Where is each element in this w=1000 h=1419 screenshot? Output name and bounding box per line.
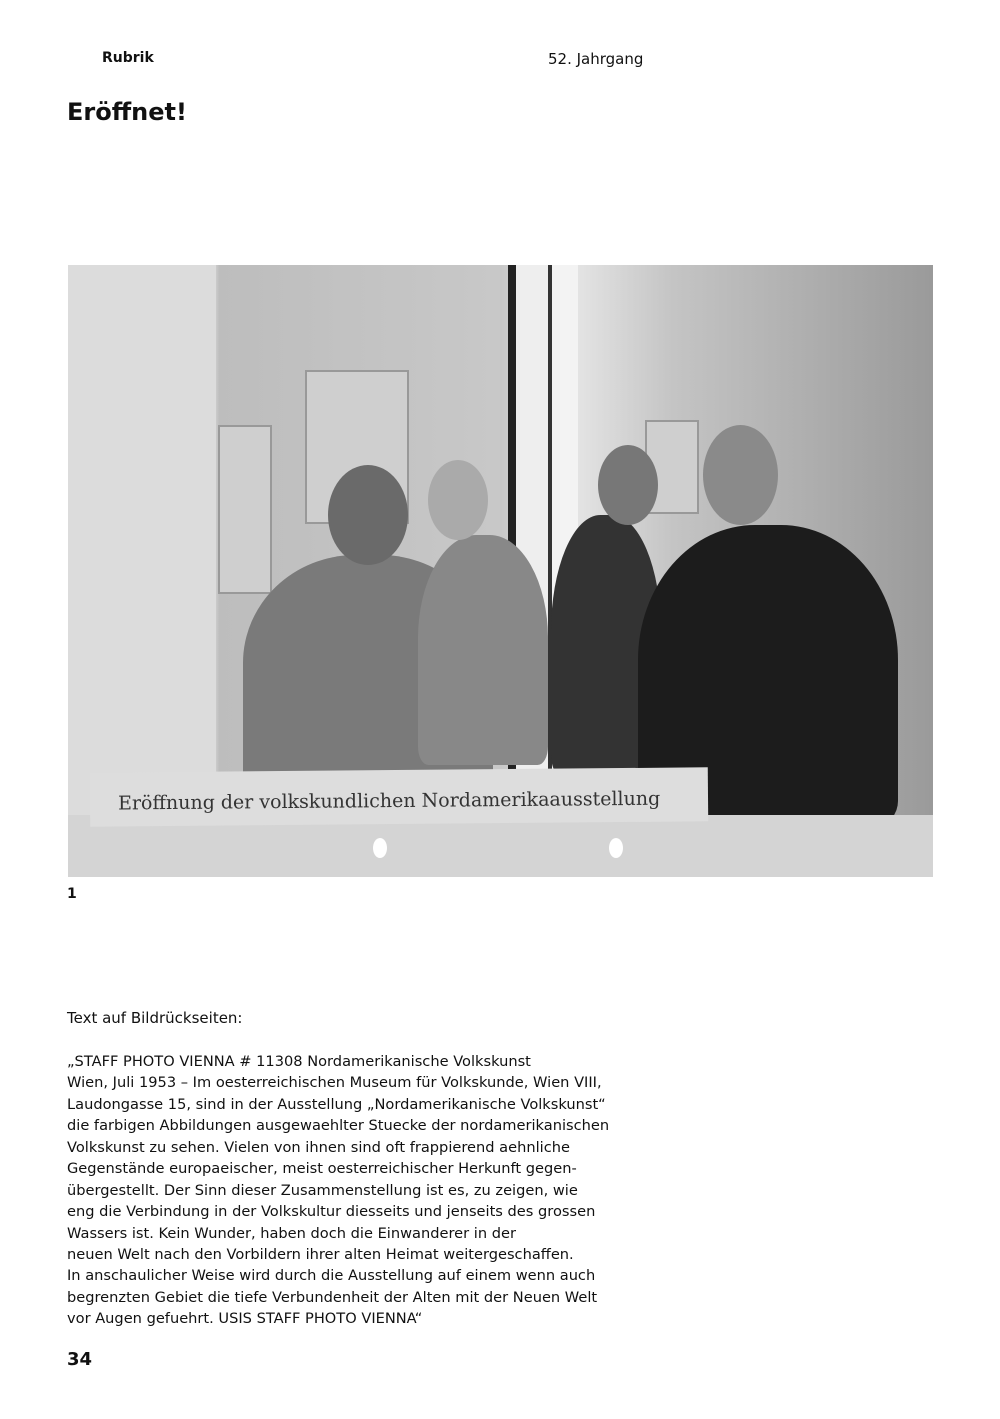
body-line: übergestellt. Der Sinn dieser Zusammenstellung ist es, zu zeigen, wie xyxy=(67,1181,578,1199)
body-line: Wassers ist. Kein Wunder, haben doch die Einwanderer in der xyxy=(67,1224,516,1242)
body-line: vor Augen gefuehrt. USIS STAFF PHOTO VIENNA“ xyxy=(67,1310,423,1328)
body-text xyxy=(67,1051,609,1330)
photo-head xyxy=(428,460,488,540)
figure-number: 1 xyxy=(67,886,77,902)
body-line: eng die Verbindung in der Volkskultur diesseits und jenseits des grossen xyxy=(67,1203,596,1221)
photo-head xyxy=(703,425,778,525)
body-line: die farbigen Abbildungen ausgewaehlter Stuecke der nordamerikanischen xyxy=(67,1117,610,1135)
body-line: Volkskunst zu sehen. Vielen von ihnen sind oft frappierend aehnliche xyxy=(67,1138,570,1156)
photo-head xyxy=(598,445,658,525)
body-line: neuen Welt nach den Vorbildern ihrer alten Heimat weitergeschaffen. xyxy=(67,1245,574,1263)
volume-label: 52. Jahrgang xyxy=(548,50,644,68)
photo-caption-text: Eröffnung der volkskundlichen Nordamerikaausstellung xyxy=(117,787,661,815)
photo-punch-hole xyxy=(609,838,623,858)
body-line: Laudongasse 15, sind in der Ausstellung „Nordamerikanische Volkskunst“ xyxy=(67,1095,606,1113)
body-line: begrenzten Gebiet die tiefe Verbundenheit der Alten mit der Neuen Welt xyxy=(67,1288,598,1306)
photo-head xyxy=(328,465,408,565)
photo-person xyxy=(418,535,548,765)
photo-caption-strip xyxy=(90,767,708,826)
body-line: Gegenstände europaeischer, meist oesterreichischer Herkunft gegen- xyxy=(67,1160,577,1178)
historical-photo xyxy=(68,265,933,877)
body-line: Wien, Juli 1953 – Im oesterreichischen Museum für Volkskunde, Wien VIII, xyxy=(67,1074,602,1092)
text-heading: Text auf Bildrückseiten: xyxy=(67,1009,243,1027)
body-line: „STAFF PHOTO VIENNA # 11308 Nordamerikanische Volkskunst xyxy=(67,1053,531,1070)
body-line: In anschaulicher Weise wird durch die Ausstellung auf einem wenn auch xyxy=(67,1267,596,1285)
photo-wall-frame xyxy=(218,425,272,594)
section-label: Rubrik xyxy=(102,50,154,66)
page-title: Eröffnet! xyxy=(67,98,187,126)
photo-punch-hole xyxy=(373,838,387,858)
page-number: 34 xyxy=(67,1349,93,1370)
